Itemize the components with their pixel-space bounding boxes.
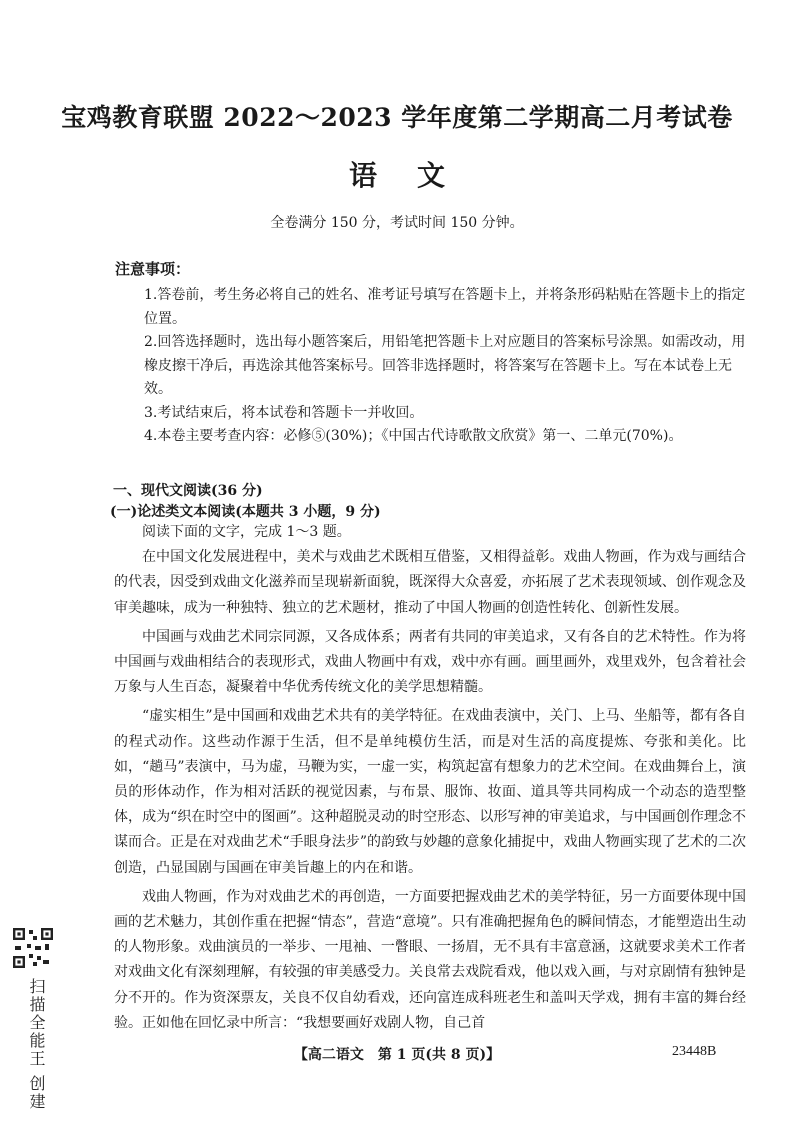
paper-code: 23448B [672,1044,717,1059]
passage-paragraph: 在中国文化发展进程中，美术与戏曲艺术既相互借鉴，又相得益彰。戏曲人物画，作为戏与画结合的代表，因受到戏曲文化滋养而呈现崭新面貌，既深得大众喜爱，亦拓展了艺术表现领域、创作观念及审美趣味，成为一种独特、独立的艺术题材，推动了中国人物画的创造性转化、创新性发展。 [114,549,746,616]
notice-title: 注意事项： [115,260,191,278]
scanner-watermark: 扫描全能王 创建 [27,978,46,1112]
notice-item: 2.回答选择题时，选出每小题答案后，用铅笔把答题卡上对应题目的答案标号涂黑。如需改动，用橡皮擦干净后，再选涂其他答案标号。回答非选择题时，将答案写在答题卡上。写在本试卷上无效。 [144,334,746,397]
section-title: 一、现代文阅读(36 分) [113,483,263,499]
notice-item: 3.考试结束后，将本试卷和答题卡一并收回。 [144,404,424,421]
reading-instruction: 阅读下面的文字，完成 1～3 题。 [142,524,351,540]
passage-paragraph: “虚实相生”是中国画和戏曲艺术共有的美学特征。在戏曲表演中，关门、上马、坐船等，都有各自的程式动作。这些动作源于生活，但不是单纯模仿生活，而是对生活的高度提炼、夸张和美化。比如，“趟马”表演中，马为虚，马鞭为实，一虚一实，构筑起富有想象力的艺术空间。在戏曲舞台上，演员的形体动作，作为相对活跃的视觉因素，与布景、服饰、妆面、道具等共同构成一个动态的造型整体，成为“织在时空中的图画”。这种超脱灵动的时空形态、以形写神的审美追求，与中国画创作理念不谋而合。正是在对戏曲艺术“手眼身法步”的韵致与妙趣的意象化捕捉中，戏曲人物画实现了艺术的二次创造，凸显国剧与国画在审美旨趣上的内在和谐。 [114,708,746,876]
section-subtitle: (一)论述类文本阅读(本题共 3 小题，9 分) [110,504,381,520]
qr-code-icon [13,928,53,968]
subject-heading: 语文 [348,159,485,192]
notice-list [144,284,749,449]
score-line: 全卷满分 150 分，考试时间 150 分钟。 [270,215,524,231]
passage-paragraph: 戏曲人物画，作为对戏曲艺术的再创造，一方面要把握戏曲艺术的美学特征，另一方面要体现中国画的艺术魅力，其创作重在把握“情态”，营造“意境”。只有准确把握角色的瞬间情态，才能塑造出生动的人物形象。戏曲演员的一举步、一甩袖、一瞥眼、一扬眉，无不具有丰富意涵，这就要求美术工作者对戏曲文化有深刻理解，有较强的审美感受力。关良常去戏院看戏，他以戏入画，与对京剧情有独钟是分不开的。作为资深票友，关良不仅自幼看戏，还向富连成科班老生和盖叫天学戏，拥有丰富的舞台经验。正如他在回忆录中所言：“我想要画好戏剧人物，自己首 [114,888,746,1031]
passage-paragraph: 中国画与戏曲艺术同宗同源，又各成体系；两者有共同的审美追求，又有各自的艺术特性。作为将中国画与戏曲相结合的表现形式，戏曲人物画中有戏，戏中亦有画。画里画外，戏里戏外，包含着社会万象与人生百态，凝聚着中华优秀传统文化的美学思想精髓。 [114,628,746,696]
notice-item: 4.本卷主要考查内容：必修⑤(30%)；《中国古代诗歌散文欣赏》第一、二单元(70%)。 [144,428,683,444]
reading-passage [114,520,746,1036]
page-footer: 【高二语文 第 1 页(共 8 页)】 [293,1047,501,1063]
notice-item: 1.答卷前，考生务必将自己的姓名、准考证号填写在答题卡上，并将条形码粘贴在答题卡上的指定位置。 [144,287,746,327]
exam-title: 宝鸡教育联盟 2022～2023 学年度第二学期高二月考试卷 [61,103,733,132]
